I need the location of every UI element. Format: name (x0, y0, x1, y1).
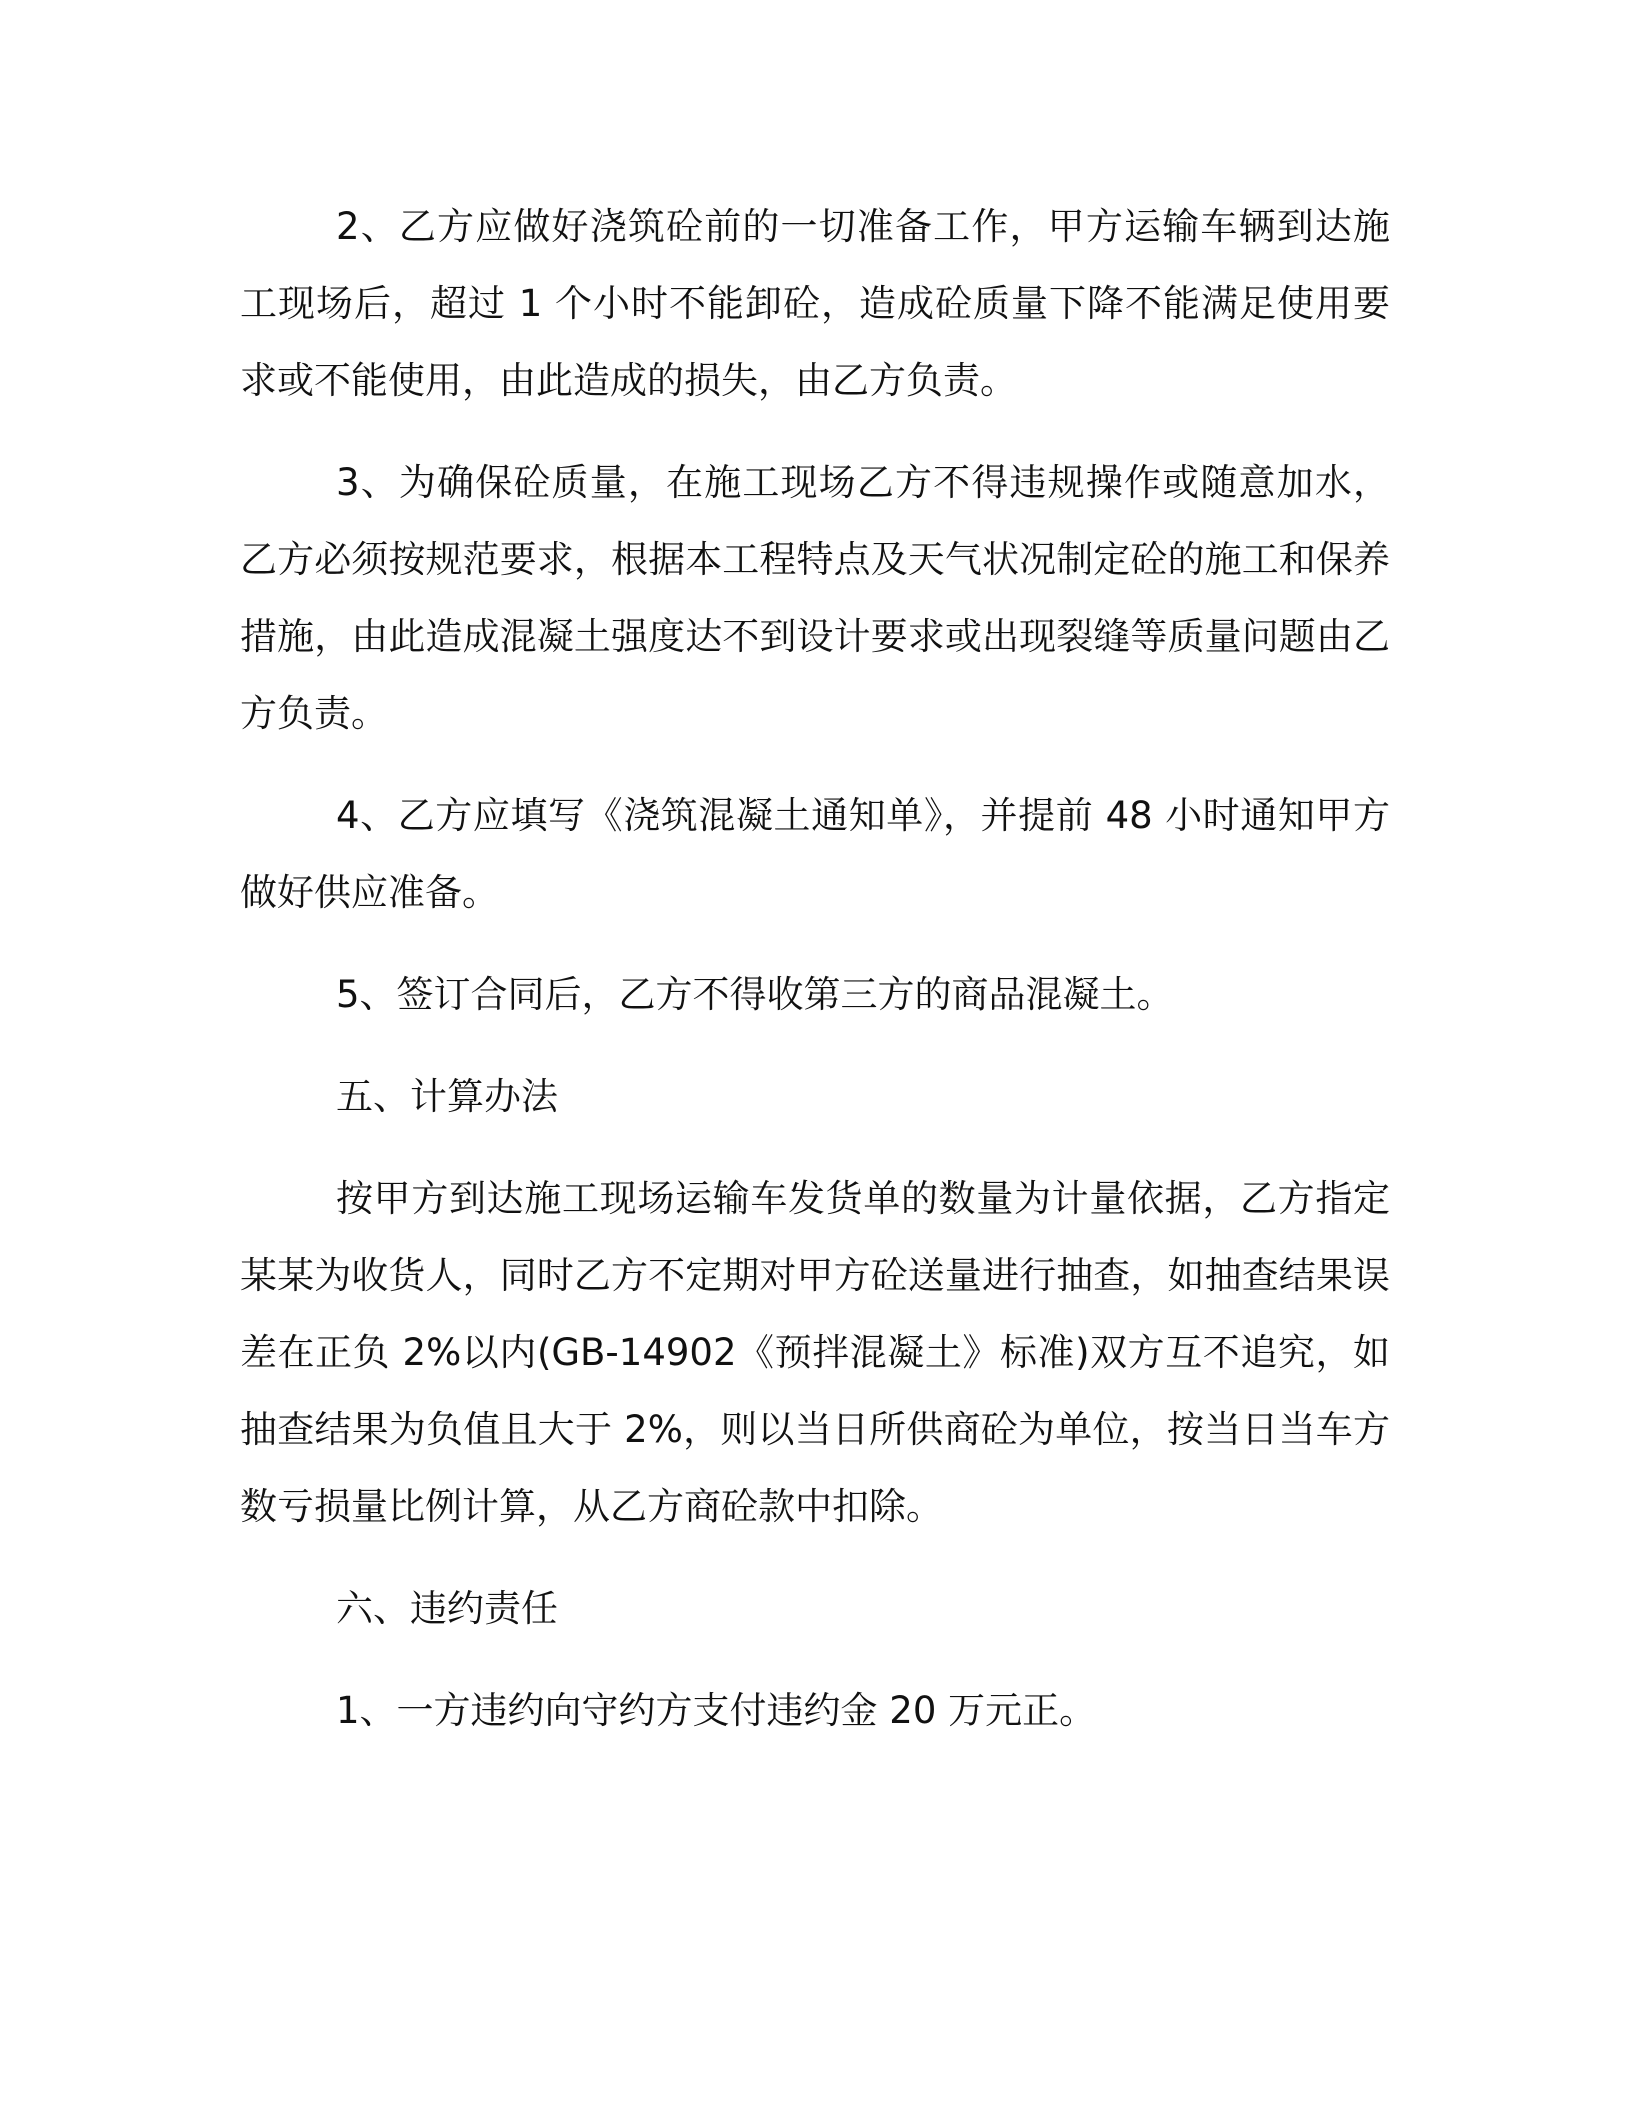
document-body (240, 188, 1390, 1774)
liability-paragraph-1: 1、一方违约向守约方支付违约金 20 万元正。 (336, 1689, 1097, 1732)
section-heading-liability: 六、违约责任 (336, 1587, 558, 1630)
clause-paragraph-4: 4、乙方应填写《浇筑混凝土通知单》，并提前 48 小时通知甲方做好供应准备。 (240, 794, 1390, 914)
calculation-paragraph: 按甲方到达施工现场运输车发货单的数量为计量依据，乙方指定某某为收货人，同时乙方不定期对甲方砼送量进行抽查，如抽查结果误差在正负 2%以内(GB-14902《预拌混凝土》标准)双方互不追究，如抽查结果为负值且大于 2%，则以当日所供商砼为单位，按当日当车方数亏损量比例计算，从乙方商砼款中扣除。 (240, 1177, 1390, 1528)
clause-paragraph-3: 3、为确保砼质量，在施工现场乙方不得违规操作或随意加水，乙方必须按规范要求，根据本工程特点及天气状况制定砼的施工和保养措施，由此造成混凝土强度达不到设计要求或出现裂缝等质量问题由乙方负责。 (240, 461, 1390, 735)
clause-paragraph-2: 2、乙方应做好浇筑砼前的一切准备工作，甲方运输车辆到达施工现场后，超过 1 个小时不能卸砼，造成砼质量下降不能满足使用要求或不能使用，由此造成的损失，由乙方负责。 (240, 205, 1390, 402)
section-heading-calculation: 五、计算办法 (336, 1075, 558, 1118)
clause-paragraph-5: 5、签订合同后，乙方不得收第三方的商品混凝土。 (336, 973, 1174, 1016)
